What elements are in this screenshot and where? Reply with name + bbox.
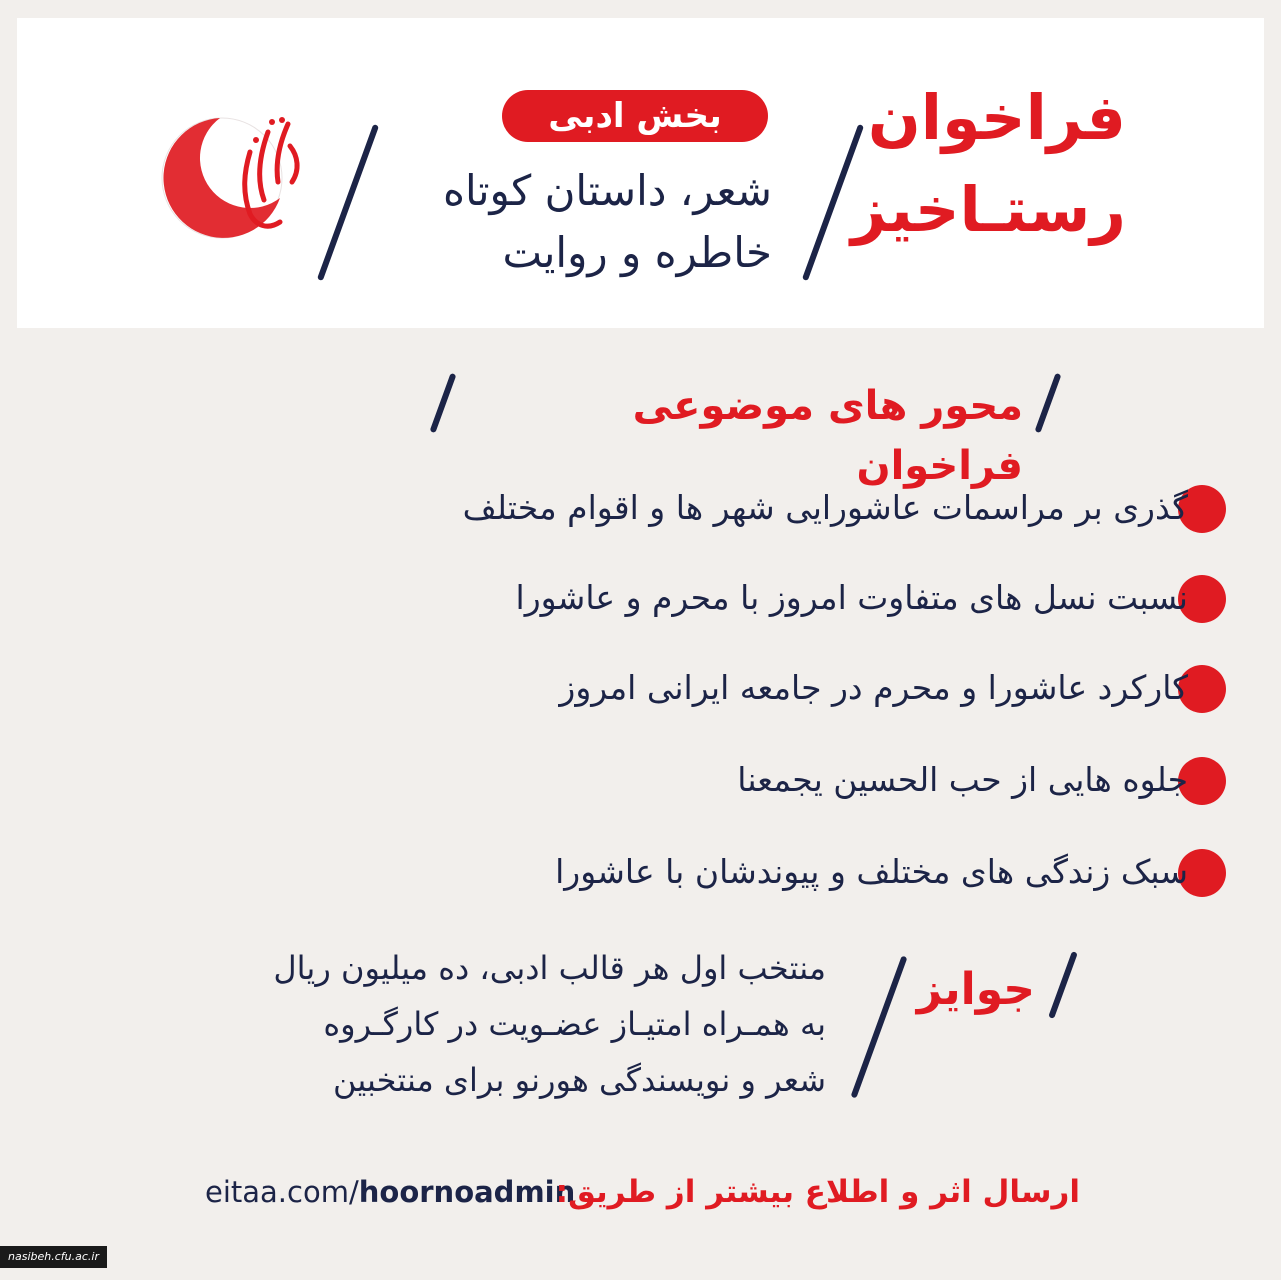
prizes-slash-left	[851, 955, 908, 1098]
ma-hossein-shahid-logo	[160, 102, 312, 254]
section-badge: بخش ادبی	[502, 90, 768, 142]
topic-text: جلوه هایی از حب الحسین یجمعنا	[737, 760, 1188, 799]
contact-label: ارسال اثر و اطلاع بیشتر از طریق:	[555, 1174, 1080, 1210]
call-title-line1: فراخوان	[867, 81, 1126, 154]
prizes-description	[190, 940, 826, 1108]
prizes-slash-right	[1048, 951, 1078, 1019]
call-title-line2: رستـاخیز	[850, 173, 1126, 246]
topics-heading: محور های موضوعی فراخوان	[632, 383, 1023, 489]
list-item	[150, 832, 1188, 912]
site-watermark: nasibeh.cfu.ac.ir	[0, 1246, 107, 1268]
list-item	[150, 740, 1188, 820]
contact-link[interactable]	[205, 1164, 575, 1220]
prizes-line2: به همـراه امتیـاز عضـویت در کارگـروه	[323, 1005, 826, 1043]
list-item	[150, 468, 1188, 548]
prizes-heading: جوایز	[916, 964, 1035, 1015]
topic-text: گذری بر مراسمات عاشورایی شهر ها و اقوام مختلف	[462, 488, 1188, 527]
genres-line2: خاطره و روایت	[502, 228, 772, 277]
heading-slash-left	[430, 373, 457, 433]
list-item	[150, 648, 1188, 728]
list-item	[150, 558, 1188, 638]
genres-list	[360, 160, 772, 284]
topic-text: نسبت نسل های متفاوت امروز با محرم و عاشورا	[515, 578, 1188, 617]
topic-text: سبک زندگی های مختلف و پیوندشان با عاشورا	[555, 852, 1188, 891]
contact-link-handle: hoornoadmin	[358, 1175, 576, 1209]
topic-text: کارکرد عاشورا و محرم در جامعه ایرانی امروز	[559, 668, 1188, 707]
call-title	[826, 72, 1126, 256]
header-wave-divider	[0, 290, 1281, 350]
genres-line1: شعر، داستان کوتاه	[443, 166, 772, 215]
heading-slash-right	[1035, 373, 1062, 433]
prizes-line1: منتخب اول هر قالب ادبی، ده میلیون ریال	[273, 949, 826, 987]
prizes-line3: شعر و نویسندگی هورنو برای منتخبین	[332, 1061, 826, 1099]
footer	[205, 1164, 1080, 1220]
contact-link-prefix: eitaa.com/	[205, 1175, 359, 1209]
